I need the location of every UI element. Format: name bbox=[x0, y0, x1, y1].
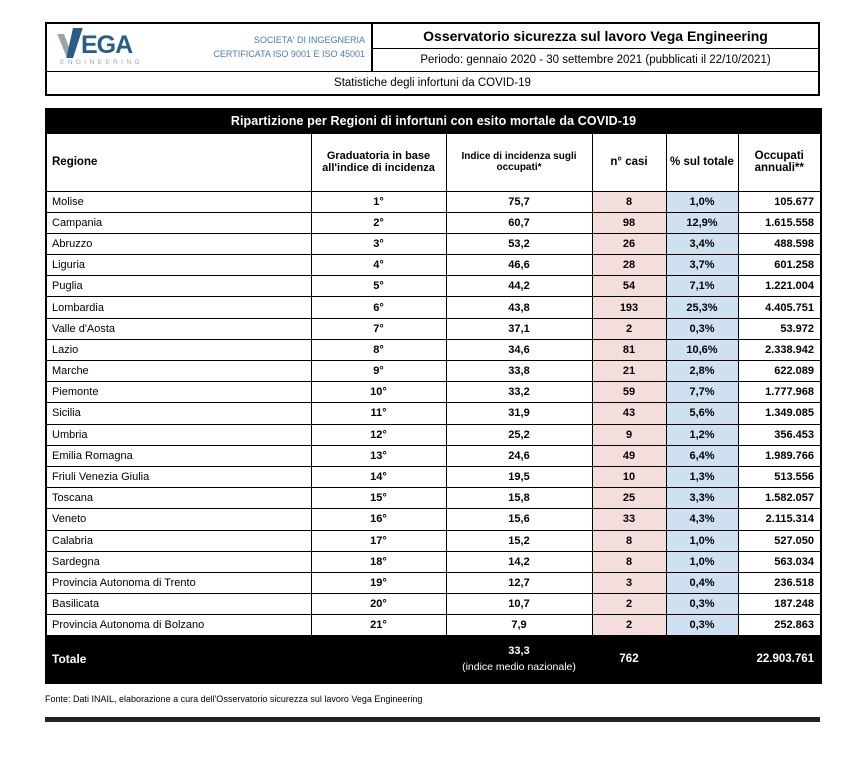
rank-cell: 15° bbox=[311, 488, 446, 509]
employed-cell: 1.349.085 bbox=[738, 403, 821, 424]
letterhead-right bbox=[373, 24, 818, 71]
pct-cell: 7,1% bbox=[666, 276, 738, 297]
index-cell: 43,8 bbox=[446, 297, 592, 318]
table-row bbox=[46, 297, 821, 318]
region-cell: Umbria bbox=[46, 424, 311, 445]
index-cell: 75,7 bbox=[446, 191, 592, 212]
bottom-divider-bar bbox=[45, 717, 820, 722]
index-cell: 44,2 bbox=[446, 276, 592, 297]
rank-cell: 7° bbox=[311, 318, 446, 339]
employed-cell: 622.089 bbox=[738, 361, 821, 382]
pct-cell: 7,7% bbox=[666, 382, 738, 403]
cases-cell: 81 bbox=[592, 339, 666, 360]
region-cell: Liguria bbox=[46, 255, 311, 276]
total-index-value: 33,3 bbox=[508, 645, 530, 658]
pct-cell: 2,8% bbox=[666, 361, 738, 382]
index-cell: 31,9 bbox=[446, 403, 592, 424]
employed-cell: 1.777.968 bbox=[738, 382, 821, 403]
source-note: Fonte: Dati INAIL, elaborazione a cura dell'Osservatorio sicurezza sul lavoro Vega Engineering bbox=[45, 693, 423, 704]
column-header-cases: n° casi bbox=[592, 133, 666, 191]
table-row bbox=[46, 424, 821, 445]
region-cell: Molise bbox=[46, 191, 311, 212]
pct-cell: 12,9% bbox=[666, 212, 738, 233]
table-title: Ripartizione per Regioni di infortuni con esito mortale da COVID-19 bbox=[46, 109, 821, 133]
pct-cell: 1,2% bbox=[666, 424, 738, 445]
rank-cell: 9° bbox=[311, 361, 446, 382]
index-cell: 34,6 bbox=[446, 339, 592, 360]
index-cell: 14,2 bbox=[446, 551, 592, 572]
employed-cell: 356.453 bbox=[738, 424, 821, 445]
table-header-row bbox=[46, 133, 821, 191]
pct-cell: 0,4% bbox=[666, 572, 738, 593]
pct-cell: 0,3% bbox=[666, 318, 738, 339]
cases-cell: 3 bbox=[592, 572, 666, 593]
employed-cell: 187.248 bbox=[738, 594, 821, 615]
table-row bbox=[46, 212, 821, 233]
region-cell: Lazio bbox=[46, 339, 311, 360]
rank-cell: 18° bbox=[311, 551, 446, 572]
region-cell: Emilia Romagna bbox=[46, 445, 311, 466]
report-subtitle: Statistiche degli infortuni da COVID-19 bbox=[334, 77, 531, 89]
column-header-pct: % sul totale bbox=[666, 133, 738, 191]
pct-cell: 0,3% bbox=[666, 594, 738, 615]
employed-cell: 488.598 bbox=[738, 233, 821, 254]
pct-cell: 4,3% bbox=[666, 509, 738, 530]
employed-cell: 601.258 bbox=[738, 255, 821, 276]
index-cell: 15,2 bbox=[446, 530, 592, 551]
region-cell: Abruzzo bbox=[46, 233, 311, 254]
index-cell: 10,7 bbox=[446, 594, 592, 615]
cases-cell: 21 bbox=[592, 361, 666, 382]
index-cell: 24,6 bbox=[446, 445, 592, 466]
table-row bbox=[46, 466, 821, 487]
employed-cell: 53.972 bbox=[738, 318, 821, 339]
cases-cell: 10 bbox=[592, 466, 666, 487]
table-row bbox=[46, 382, 821, 403]
table-row bbox=[46, 361, 821, 382]
region-cell: Sicilia bbox=[46, 403, 311, 424]
employed-cell: 2.115.314 bbox=[738, 509, 821, 530]
index-cell: 7,9 bbox=[446, 615, 592, 636]
employed-cell: 1.989.766 bbox=[738, 445, 821, 466]
pct-cell: 3,7% bbox=[666, 255, 738, 276]
certification-line-1: SOCIETA' DI INGEGNERIA bbox=[253, 34, 365, 45]
vega-logo-subtext: ENGINEERING bbox=[60, 59, 143, 67]
cases-cell: 33 bbox=[592, 509, 666, 530]
table-row bbox=[46, 191, 821, 212]
rank-cell: 5° bbox=[311, 276, 446, 297]
pct-cell: 1,0% bbox=[666, 530, 738, 551]
table-row bbox=[46, 594, 821, 615]
region-cell: Lombardia bbox=[46, 297, 311, 318]
rank-cell: 21° bbox=[311, 615, 446, 636]
cases-cell: 8 bbox=[592, 191, 666, 212]
index-cell: 15,8 bbox=[446, 488, 592, 509]
table-row bbox=[46, 551, 821, 572]
vega-logo-text: EGA bbox=[81, 31, 133, 60]
cases-cell: 98 bbox=[592, 212, 666, 233]
index-cell: 33,2 bbox=[446, 382, 592, 403]
index-cell: 15,6 bbox=[446, 509, 592, 530]
rank-cell: 2° bbox=[311, 212, 446, 233]
pct-cell: 1,3% bbox=[666, 466, 738, 487]
rank-cell: 13° bbox=[311, 445, 446, 466]
pct-cell: 1,0% bbox=[666, 551, 738, 572]
total-index bbox=[446, 636, 592, 683]
employed-cell: 2.338.942 bbox=[738, 339, 821, 360]
cases-cell: 8 bbox=[592, 530, 666, 551]
certification-text bbox=[213, 34, 365, 62]
region-cell: Provincia Autonoma di Bolzano bbox=[46, 615, 311, 636]
pct-cell: 3,4% bbox=[666, 233, 738, 254]
region-cell: Marche bbox=[46, 361, 311, 382]
cases-cell: 43 bbox=[592, 403, 666, 424]
table-body bbox=[46, 191, 821, 636]
pct-cell: 5,6% bbox=[666, 403, 738, 424]
rank-cell: 3° bbox=[311, 233, 446, 254]
index-cell: 33,8 bbox=[446, 361, 592, 382]
observatory-title: Osservatorio sicurezza sul lavoro Vega Engineering bbox=[373, 24, 818, 49]
rank-cell: 17° bbox=[311, 530, 446, 551]
vega-logo bbox=[57, 28, 143, 67]
employed-cell: 563.034 bbox=[738, 551, 821, 572]
report-period: Periodo: gennaio 2020 - 30 settembre 2021 (pubblicati il 22/10/2021) bbox=[420, 53, 771, 66]
cases-cell: 9 bbox=[592, 424, 666, 445]
region-cell: Campania bbox=[46, 212, 311, 233]
table-row bbox=[46, 488, 821, 509]
rank-cell: 1° bbox=[311, 191, 446, 212]
region-cell: Valle d'Aosta bbox=[46, 318, 311, 339]
cases-cell: 2 bbox=[592, 615, 666, 636]
pct-cell: 6,4% bbox=[666, 445, 738, 466]
certification-line-2: CERTIFICATA ISO 9001 E ISO 45001 bbox=[213, 48, 365, 59]
index-cell: 19,5 bbox=[446, 466, 592, 487]
index-cell: 53,2 bbox=[446, 233, 592, 254]
employed-cell: 105.677 bbox=[738, 191, 821, 212]
employed-cell: 4.405.751 bbox=[738, 297, 821, 318]
index-cell: 37,1 bbox=[446, 318, 592, 339]
cases-cell: 59 bbox=[592, 382, 666, 403]
table-row bbox=[46, 233, 821, 254]
rank-cell: 8° bbox=[311, 339, 446, 360]
cases-cell: 28 bbox=[592, 255, 666, 276]
vega-logo-v-icon bbox=[57, 28, 83, 58]
table-row bbox=[46, 615, 821, 636]
total-cases: 762 bbox=[592, 636, 666, 683]
cases-cell: 2 bbox=[592, 318, 666, 339]
employed-cell: 513.556 bbox=[738, 466, 821, 487]
cases-cell: 26 bbox=[592, 233, 666, 254]
pct-cell: 25,3% bbox=[666, 297, 738, 318]
rank-cell: 14° bbox=[311, 466, 446, 487]
rank-cell: 4° bbox=[311, 255, 446, 276]
total-employed: 22.903.761 bbox=[738, 636, 821, 683]
total-pct-empty bbox=[666, 636, 738, 683]
table-row bbox=[46, 255, 821, 276]
index-cell: 25,2 bbox=[446, 424, 592, 445]
rank-cell: 12° bbox=[311, 424, 446, 445]
rank-cell: 16° bbox=[311, 509, 446, 530]
region-cell: Provincia Autonoma di Trento bbox=[46, 572, 311, 593]
table-row bbox=[46, 572, 821, 593]
pct-cell: 10,6% bbox=[666, 339, 738, 360]
total-row bbox=[46, 636, 821, 683]
pct-cell: 1,0% bbox=[666, 191, 738, 212]
employed-cell: 252.863 bbox=[738, 615, 821, 636]
region-cell: Sardegna bbox=[46, 551, 311, 572]
cases-cell: 8 bbox=[592, 551, 666, 572]
table-row bbox=[46, 403, 821, 424]
column-header-index: Indice di incidenza sugli occupati* bbox=[446, 133, 592, 191]
region-cell: Calabria bbox=[46, 530, 311, 551]
rank-cell: 10° bbox=[311, 382, 446, 403]
total-rank-empty bbox=[311, 636, 446, 683]
employed-cell: 1.221.004 bbox=[738, 276, 821, 297]
index-cell: 12,7 bbox=[446, 572, 592, 593]
region-cell: Toscana bbox=[46, 488, 311, 509]
rank-cell: 20° bbox=[311, 594, 446, 615]
pct-cell: 3,3% bbox=[666, 488, 738, 509]
cases-cell: 2 bbox=[592, 594, 666, 615]
column-header-region: Regione bbox=[46, 133, 311, 191]
index-cell: 46,6 bbox=[446, 255, 592, 276]
document-header bbox=[45, 22, 820, 96]
rank-cell: 11° bbox=[311, 403, 446, 424]
cases-cell: 54 bbox=[592, 276, 666, 297]
region-cell: Basilicata bbox=[46, 594, 311, 615]
employed-cell: 1.615.558 bbox=[738, 212, 821, 233]
total-index-note: (indice medio nazionale) bbox=[462, 660, 576, 673]
index-cell: 60,7 bbox=[446, 212, 592, 233]
regions-covid-table bbox=[45, 108, 822, 684]
region-cell: Veneto bbox=[46, 509, 311, 530]
table-row bbox=[46, 339, 821, 360]
employed-cell: 1.582.057 bbox=[738, 488, 821, 509]
table-row bbox=[46, 276, 821, 297]
total-label: Totale bbox=[46, 636, 311, 683]
cases-cell: 25 bbox=[592, 488, 666, 509]
rank-cell: 6° bbox=[311, 297, 446, 318]
letterhead-left bbox=[47, 24, 373, 71]
table-row bbox=[46, 509, 821, 530]
pct-cell: 0,3% bbox=[666, 615, 738, 636]
rank-cell: 19° bbox=[311, 572, 446, 593]
table-row bbox=[46, 318, 821, 339]
column-header-rank: Graduatoria in base all'indice di incidenza bbox=[311, 133, 446, 191]
table-row bbox=[46, 445, 821, 466]
cases-cell: 193 bbox=[592, 297, 666, 318]
table-title-row bbox=[46, 109, 821, 133]
region-cell: Friuli Venezia Giulia bbox=[46, 466, 311, 487]
region-cell: Puglia bbox=[46, 276, 311, 297]
cases-cell: 49 bbox=[592, 445, 666, 466]
column-header-employed: Occupati annuali** bbox=[738, 133, 821, 191]
document-page bbox=[45, 22, 820, 722]
table-row bbox=[46, 530, 821, 551]
employed-cell: 527.050 bbox=[738, 530, 821, 551]
employed-cell: 236.518 bbox=[738, 572, 821, 593]
region-cell: Piemonte bbox=[46, 382, 311, 403]
